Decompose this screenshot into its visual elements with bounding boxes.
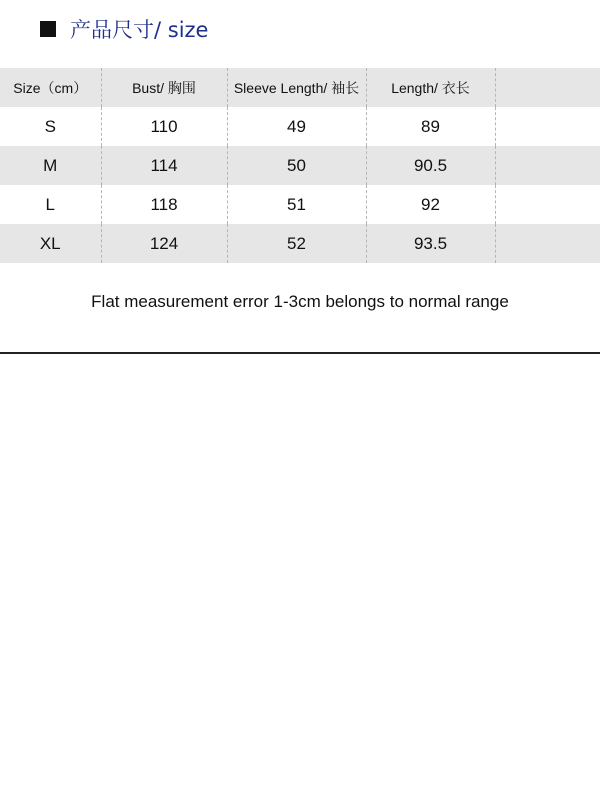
table-row [0,107,600,146]
cell-bust: 114 [101,146,227,185]
square-bullet-icon [40,21,56,37]
table-row [0,185,600,224]
cell-empty [495,107,600,146]
cell-size: XL [39,233,61,253]
cell-bust: 118 [101,185,227,224]
measurement-note: Flat measurement error 1-3cm belongs to normal range [91,292,509,311]
cell-size: S [44,116,56,136]
size-table [0,68,600,263]
section-title: 产品尺寸/ size [70,18,209,42]
header-sleeve-length: Sleeve Length/ 袖长 [227,68,366,107]
cell-length: 89 [366,107,495,146]
header-empty [495,68,600,107]
cell-length: 90.5 [366,146,495,185]
cell-sleeve-length: 49 [227,107,366,146]
header-size: Size（cm） [13,79,88,96]
cell-sleeve-length: 51 [227,185,366,224]
table-row [0,224,600,263]
cell-size: M [43,155,58,175]
header-length: Length/ 衣长 [366,68,495,107]
cell-sleeve-length: 52 [227,224,366,263]
section-heading [40,14,208,44]
cell-empty [495,185,600,224]
cell-bust: 110 [101,107,227,146]
table-header-row [0,68,600,107]
cell-length: 93.5 [366,224,495,263]
cell-length: 92 [366,185,495,224]
divider [0,352,600,354]
table-row [0,146,600,185]
header-bust: Bust/ 胸围 [101,68,227,107]
cell-bust: 124 [101,224,227,263]
cell-size: L [45,194,55,214]
cell-sleeve-length: 50 [227,146,366,185]
cell-empty [495,146,600,185]
cell-empty [495,224,600,263]
